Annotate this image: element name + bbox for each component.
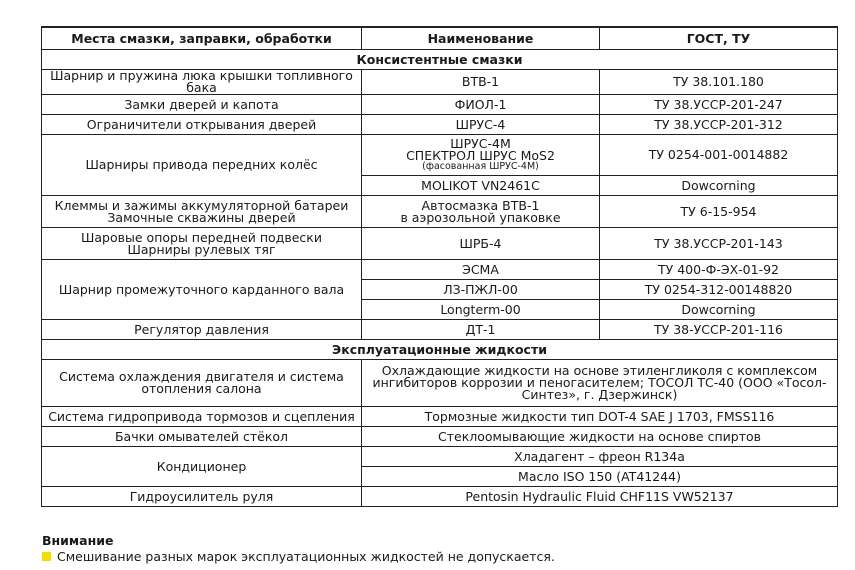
gost-cell: ТУ 0254-001-0014882 — [600, 135, 838, 176]
section-row — [42, 340, 838, 360]
note-text: Смешивание разных марок эксплуатационных жидкостей не допускается. — [57, 549, 555, 564]
section-row — [42, 50, 838, 70]
section-fluids: Эксплуатационные жидкости — [42, 340, 838, 360]
table-row — [42, 70, 838, 95]
desc-cell: Стеклоомывающие жидкости на основе спиртов — [362, 427, 838, 447]
desc-cell: Тормозные жидкости тип DOT-4 SAE J 1703, FMSS116 — [362, 407, 838, 427]
place-line: Шаровые опоры передней подвески — [81, 229, 322, 245]
place-cell: Бачки омывателей стёкол — [42, 427, 362, 447]
place-cell — [42, 196, 362, 228]
table-row — [42, 320, 838, 340]
place-line: отопления салона — [141, 381, 262, 396]
warning-note — [42, 533, 555, 564]
desc-line: Синтез», г. Дзержинск) — [521, 387, 678, 402]
place-cell: Шарнир и пружина люка крышки топливного бака — [42, 70, 362, 95]
name-cell: MOLIKOT VN2461C — [362, 176, 600, 196]
place-cell — [42, 360, 362, 407]
place-cell: Гидроусилитель руля — [42, 487, 362, 507]
name-cell: Longterm-00 — [362, 300, 600, 320]
name-cell: ФИОЛ-1 — [362, 95, 600, 115]
gost-cell: ТУ 38.УССР-201-247 — [600, 95, 838, 115]
place-cell — [42, 228, 362, 260]
desc-line: Охлаждающие жидкости на основе этиленгликоля с комплексом — [381, 363, 818, 378]
name-cell: ЛЗ-ПЖЛ-00 — [362, 280, 600, 300]
place-line: Замочные скважины дверей — [107, 209, 296, 225]
gost-cell: ТУ 38.101.180 — [600, 70, 838, 95]
lubrication-table — [41, 26, 838, 507]
place-line: Шарниры рулевых тяг — [127, 241, 276, 257]
name-cell: ВТВ-1 — [362, 70, 600, 95]
place-cell: Шарнир промежуточного карданного вала — [42, 260, 362, 320]
place-cell: Регулятор давления — [42, 320, 362, 340]
name-line: в аэрозольной упаковке — [400, 209, 561, 225]
name-cell — [362, 135, 600, 176]
gost-cell: ТУ 400-Ф-ЭХ-01-92 — [600, 260, 838, 280]
gost-cell: ТУ 38.УССР-201-312 — [600, 115, 838, 135]
gost-cell: ТУ 38-УССР-201-116 — [600, 320, 838, 340]
name-line: Автосмазка ВТВ-1 — [421, 197, 540, 213]
note-item — [42, 549, 555, 564]
desc-cell: Масло ISO 150 (AT41244) — [362, 467, 838, 487]
desc-cell: Хладагент – фреон R134a — [362, 447, 838, 467]
name-cell: ДТ-1 — [362, 320, 600, 340]
name-line: СПЕКТРОЛ ШРУС MoS2 — [406, 148, 555, 163]
place-cell: Кондиционер — [42, 447, 362, 487]
place-line: Система охлаждения двигателя и система — [59, 369, 344, 384]
header-gost: ГОСТ, ТУ — [600, 27, 838, 50]
table-row — [42, 260, 838, 280]
table-row — [42, 135, 838, 176]
name-cell: ШРБ-4 — [362, 228, 600, 260]
desc-cell — [362, 360, 838, 407]
gost-cell: Dowcorning — [600, 300, 838, 320]
place-cell: Замки дверей и капота — [42, 95, 362, 115]
place-line: Клеммы и зажимы аккумуляторной батареи — [54, 197, 349, 213]
place-cell: Система гидропривода тормозов и сцепления — [42, 407, 362, 427]
section-greases: Консистентные смазки — [42, 50, 838, 70]
table-row — [42, 447, 838, 467]
header-name: Наименование — [362, 27, 600, 50]
table-row — [42, 95, 838, 115]
desc-cell: Pentosin Hydraulic Fluid CHF11S VW52137 — [362, 487, 838, 507]
desc-line: ингибиторов коррозии и пеногасителем; ТОСОЛ ТС-40 (ООО «Тосол- — [372, 375, 827, 390]
name-cell: ЭСМА — [362, 260, 600, 280]
header-places: Места смазки, заправки, обработки — [42, 27, 362, 50]
gost-cell: ТУ 38.УССР-201-143 — [600, 228, 838, 260]
bullet-square-icon — [42, 552, 51, 561]
table-row — [42, 360, 838, 407]
table-row — [42, 196, 838, 228]
table-row — [42, 115, 838, 135]
name-line: ШРУС-4М — [450, 136, 511, 151]
place-cell: Ограничители открывания дверей — [42, 115, 362, 135]
table-row — [42, 487, 838, 507]
name-cell: ШРУС-4 — [362, 115, 600, 135]
note-title: Внимание — [42, 533, 114, 548]
table-row — [42, 427, 838, 447]
gost-cell: Dowcorning — [600, 176, 838, 196]
header-row — [42, 27, 838, 50]
table-row — [42, 228, 838, 260]
table-row — [42, 407, 838, 427]
place-cell: Шарниры привода передних колёс — [42, 135, 362, 196]
name-cell — [362, 196, 600, 228]
gost-cell: ТУ 6-15-954 — [600, 196, 838, 228]
gost-cell: ТУ 0254-312-00148820 — [600, 280, 838, 300]
name-note: (фасованная ШРУС-4М) — [422, 161, 539, 172]
